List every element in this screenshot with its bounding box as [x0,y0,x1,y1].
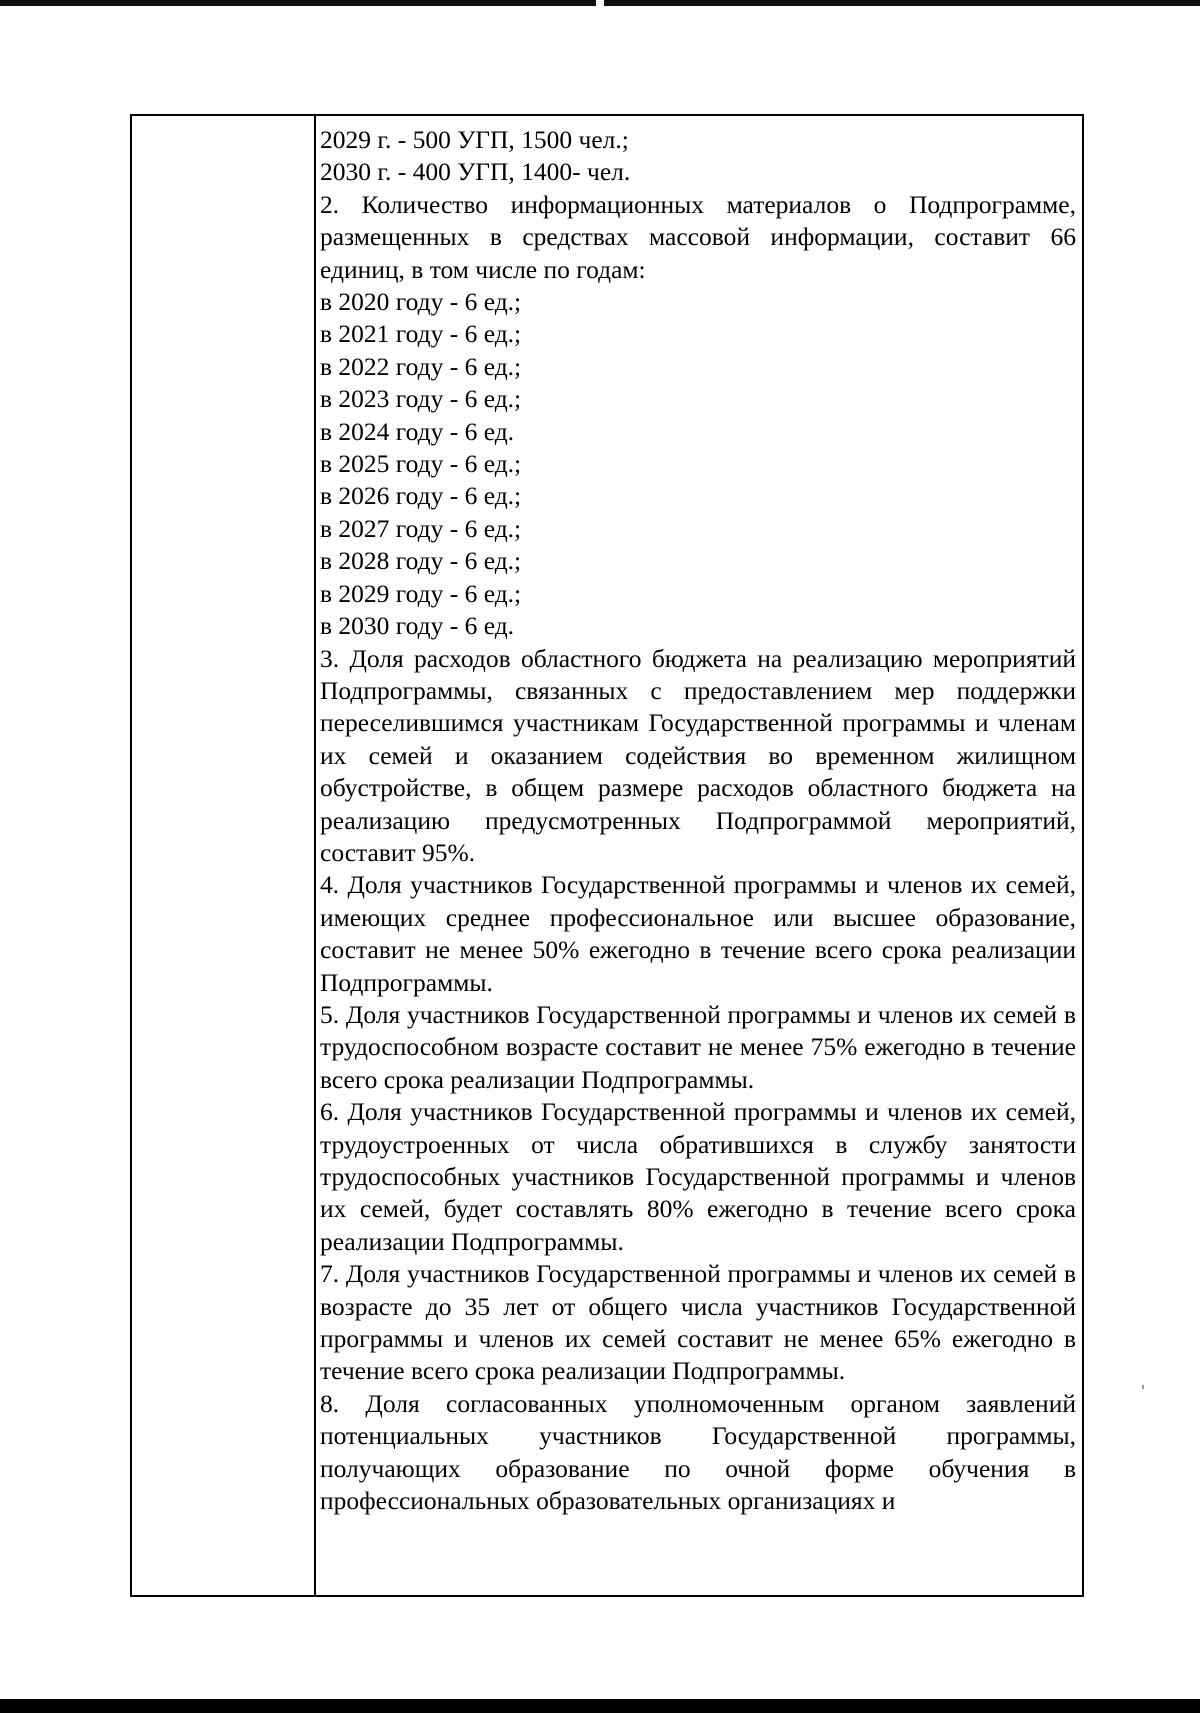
text-line: 2029 г. - 500 УГП, 1500 чел.; [320,125,629,154]
year-line: в 2025 году - 6 ед.; [320,449,522,479]
table-left-cell [132,116,316,1595]
paragraph-item-8: 8. Доля согласованных уполномоченным органом заявлений потенциальных участников Государственной программы, получающих образование по очной форме обучения в профессиональных образовательных организациях и [320,1388,1076,1516]
year-line: в 2028 году - 6 ед.; [320,546,522,576]
paragraph-item-6: 6. Доля участников Государственной программы и членов их семей, трудоустроенных от числа обратившихся в службу занятости трудоспособных участников Государственной программы и членов их семей, будет составлять 80% ежегодно в течение всего срока реализации Подпрограммы. [320,1097,1076,1256]
year-line: в 2023 году - 6 ед.; [320,384,522,414]
scan-top-gap [596,0,604,6]
paragraph-item-7: 7. Доля участников Государственной программы и членов их семей в возрасте до 35 лет от общего числа участников Государственной программы и членов их семей составит не менее 65% ежегодно в течение всего срока реализации Подпрограммы. [320,1259,1076,1386]
year-line: в 2026 году - 6 ед.; [320,481,522,511]
document-table [130,114,1084,1597]
year-line: в 2030 году - 6 ед. [320,611,515,641]
year-line: в 2024 году - 6 ед. [320,416,515,446]
year-line: в 2020 году - 6 ед.; [320,287,522,317]
paragraph-item-2: 2. Количество информационных материалов о Подпрограмме, размещенных в средствах массовой информации, составит 66 единиц, в том числе по годам: [320,189,1076,284]
text-line: 2030 г. - 400 УГП, 1400- чел. [320,157,631,187]
year-line: в 2029 году - 6 ед.; [320,578,522,608]
year-line: в 2021 году - 6 ед.; [320,319,522,349]
paragraph-item-4: 4. Доля участников Государственной программы и членов их семей, имеющих среднее профессиональное или высшее образование, составит не менее 50% ежегодно в течение всего срока реализации Подпрограммы. [320,870,1076,997]
scan-speck [1142,1385,1144,1389]
paragraph-item-5: 5. Доля участников Государственной программы и членов их семей в трудоспособном возрасте составит не менее 75% ежегодно в течение всего срока реализации Подпрограммы. [320,999,1076,1094]
year-line: в 2022 году - 6 ед.; [320,351,522,381]
year-line: в 2027 году - 6 ед.; [320,513,522,543]
paragraph-item-3: 3. Доля расходов областного бюджета на реализацию мероприятий Подпрограммы, связанных с предоставлением мер поддержки переселившимся участникам Государственной программы и членам их семей и оказанием содействия во временном жилищном обустройстве, в общем размере расходов областного бюджета на реализацию предусмотренных Подпрограммой мероприятий, составит 95%. [320,643,1076,867]
scan-bottom-edge [0,1699,1200,1713]
table-right-cell [320,124,1076,1595]
